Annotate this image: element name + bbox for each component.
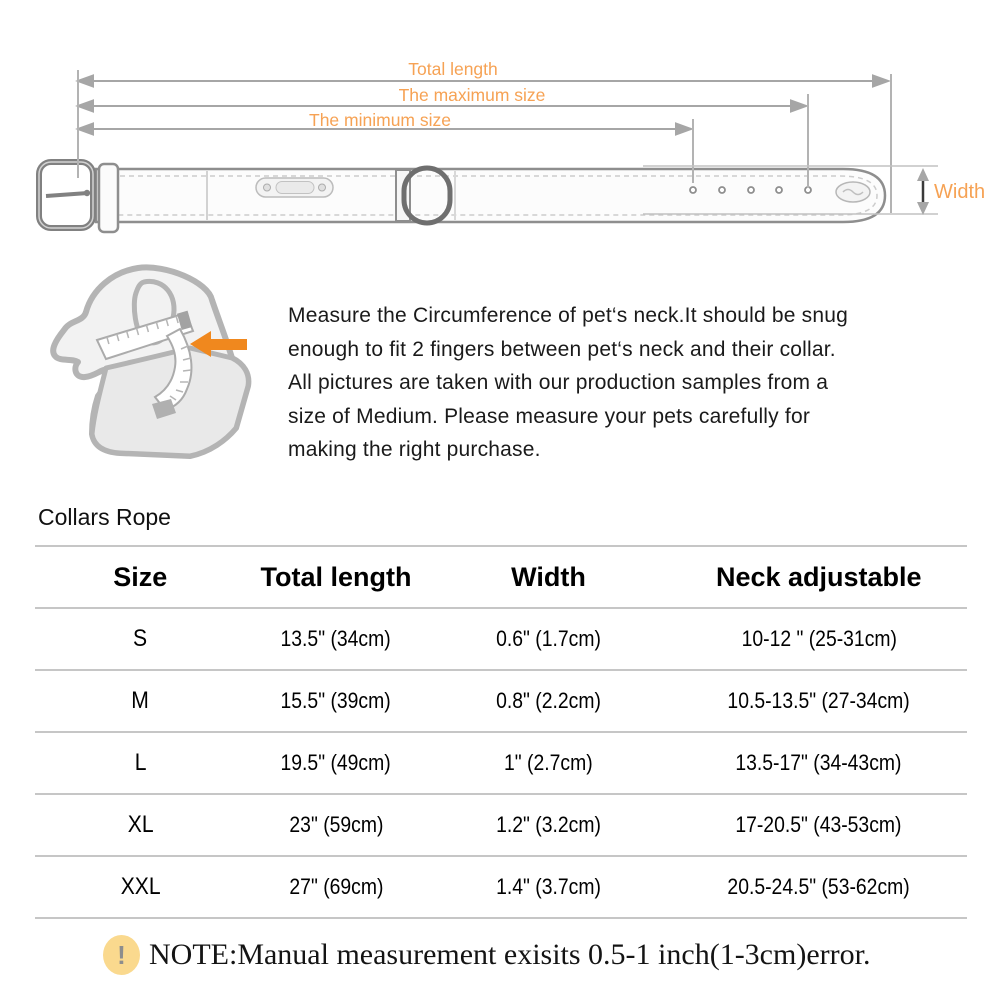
- cell-total-length: 15.5" (39cm): [280, 688, 392, 713]
- column-header-neck-adjustable: Neck adjustable: [715, 561, 922, 592]
- table-row: [35, 733, 967, 795]
- instruction-line: making the right purchase.: [288, 438, 541, 462]
- table-row: [35, 795, 967, 857]
- keeper-loop: [99, 164, 118, 232]
- cell-size: M: [131, 687, 150, 714]
- cell-neck-adjustable: 17-20.5" (43-53cm): [735, 812, 902, 837]
- column-header-width: Width: [511, 561, 586, 592]
- instruction-line: Measure the Circumference of pet‘s neck.It should be snug: [288, 304, 849, 327]
- cell-width: 1.4" (3.7cm): [496, 874, 601, 899]
- instruction-line: size of Medium. Please measure your pets carefully for: [288, 404, 811, 428]
- maximum-size-label: The maximum size: [398, 85, 546, 105]
- collar-measurement-diagram: [0, 0, 1000, 250]
- brand-plate: [256, 178, 333, 197]
- cell-width: 0.8" (2.2cm): [496, 688, 601, 713]
- section-title: Collars Rope: [38, 504, 171, 530]
- cell-total-length: 23" (59cm): [289, 812, 384, 837]
- measuring-instructions: [288, 299, 948, 467]
- tip-stamp: [836, 182, 870, 202]
- cell-size: XL: [127, 811, 154, 838]
- table-row: [35, 857, 967, 919]
- table-row: [35, 609, 967, 671]
- table-row: [35, 671, 967, 733]
- cell-total-length: 13.5" (34cm): [280, 626, 392, 651]
- minimum-size-label: The minimum size: [309, 110, 451, 130]
- cell-width: 1.2" (3.2cm): [496, 812, 601, 837]
- dog-illustration: [40, 256, 270, 468]
- buckle: [39, 162, 93, 228]
- width-arrow: [917, 168, 929, 215]
- cell-size: S: [133, 625, 148, 652]
- instruction-line: enough to fit 2 fingers between pet‘s neck and their collar.: [288, 337, 836, 361]
- column-header-size: Size: [113, 561, 168, 592]
- column-header-total-length: Total length: [260, 561, 412, 592]
- cell-width: 0.6" (1.7cm): [496, 626, 601, 651]
- instruction-line: All pictures are taken with our production samples from a: [288, 371, 829, 395]
- exclamation-icon: !: [103, 935, 140, 975]
- cell-neck-adjustable: 10.5-13.5" (27-34cm): [727, 688, 910, 713]
- width-label: Width: [934, 181, 986, 203]
- cell-total-length: 19.5" (49cm): [280, 750, 392, 775]
- cell-neck-adjustable: 13.5-17" (34-43cm): [735, 750, 902, 775]
- cell-width: 1" (2.7cm): [504, 750, 593, 775]
- cell-size: XXL: [120, 873, 161, 900]
- table-header-row: [35, 547, 967, 609]
- total-length-label: Total length: [408, 59, 498, 79]
- footer-note-text: NOTE:Manual measurement exisits 0.5-1 inch(1-3cm)error.: [149, 938, 871, 971]
- cell-size: L: [134, 749, 147, 776]
- size-table: [35, 545, 967, 919]
- cell-neck-adjustable: 20.5-24.5" (53-62cm): [727, 874, 910, 899]
- cell-total-length: 27" (69cm): [289, 874, 384, 899]
- cell-neck-adjustable: 10-12 " (25-31cm): [741, 626, 897, 651]
